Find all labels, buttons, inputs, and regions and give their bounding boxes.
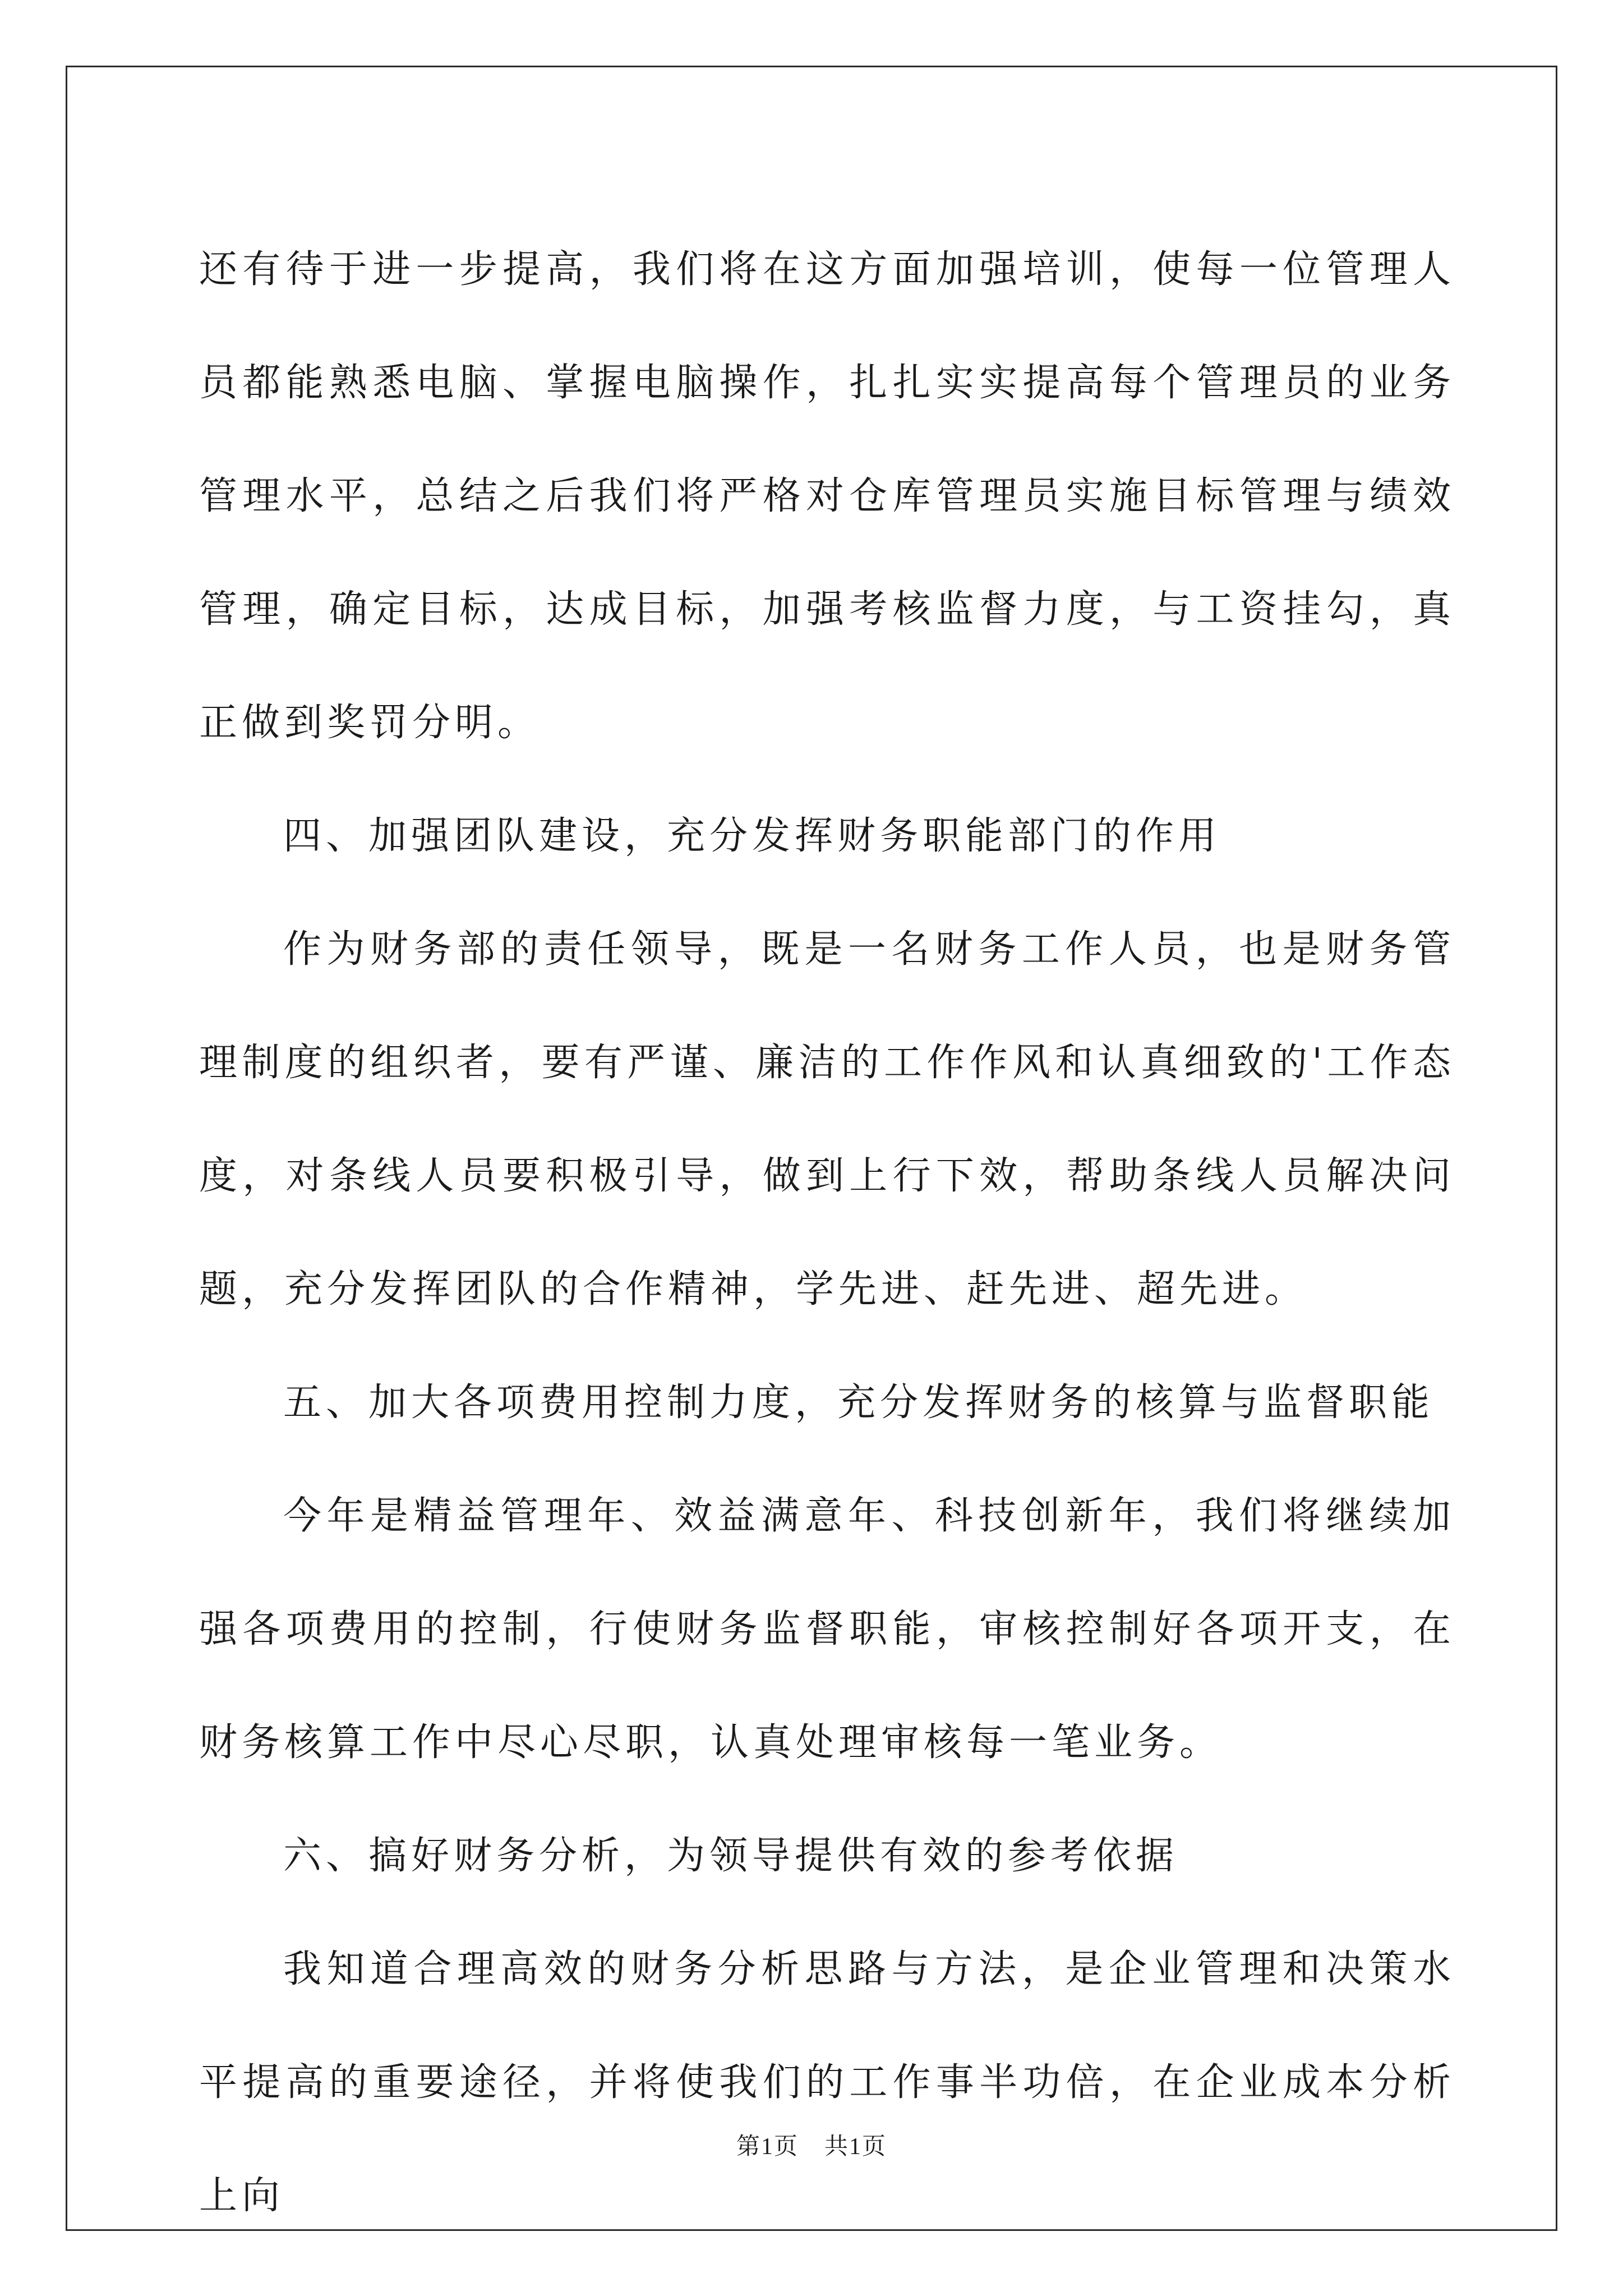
document-body [199,213,1455,2253]
paragraph-financial-analysis: 我知道合理高效的财务分析思路与方法，是企业管理和决策水平提高的重要途径，并将使我们的工作事半功倍，在企业成本分析上向 [199,1947,1455,2218]
page-footer [0,2128,1623,2161]
page-total: 共1页 [824,2134,887,2160]
paragraph-cost-control: 今年是精益管理年、效益满意年、科技创新年，我们将继续加强各项费用的控制，行使财务监督职能，审核控制好各项开支，在财务核算工作中尽心尽职，认真处理审核每一笔业务。 [199,1494,1455,1765]
paragraph-team-building: 作为财务部的责任领导，既是一名财务工作人员，也是财务管理制度的组织者，要有严谨、廉洁的工作作风和认真细致的'工作态度，对条线人员要积极引导，做到上行下效，帮助条线人员解决问题，充分发挥团队的合作精神，学先进、赶先进、超先进。 [199,927,1455,1312]
section-heading-five: 五、加大各项费用控制力度，充分发挥财务的核算与监督职能 [283,1381,1435,1425]
page-number: 第1页 [736,2134,799,2160]
section-heading-four: 四、加强团队建设，充分发挥财务职能部门的作用 [283,814,1221,858]
paragraph-continuation: 还有待于进一步提高，我们将在这方面加强培训，使每一位管理人员都能熟悉电脑、掌握电脑操作，扎扎实实提高每个管理员的业务管理水平，总结之后我们将严格对仓库管理员实施目标管理与绩效管理，确定目标，达成目标，加强考核监督力度，与工资挂勾，真正做到奖罚分明。 [199,247,1455,745]
section-heading-six: 六、搞好财务分析，为领导提供有效的参考依据 [283,1834,1179,1878]
